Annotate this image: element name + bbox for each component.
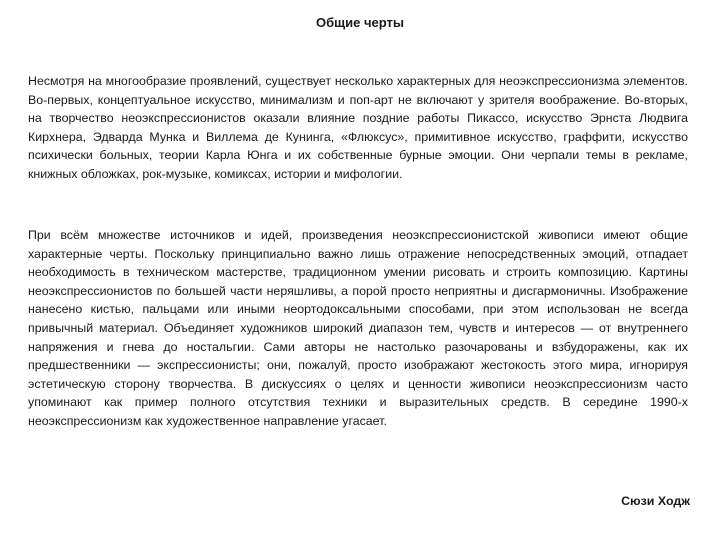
page-title: Общие черты	[316, 15, 404, 30]
paragraph-2: При всём множестве источников и идей, произведения неоэкспрессионистской живописи имеют общие характерные черты. Поскольку принципиально важно лишь отражение непосредственных эмоций, отпадает необходимость в техническом мастерстве, традиционном умении рисовать и строить композицию. Картины неоэкспрессионистов по большей части неряшливы, а порой просто неприятны и дисгармоничны. Изображение нанесено кистью, пальцами или иными неортодоксальными способами, при этом использован не всегда привычный материал. Объединяет художников широкий диапазон тем, чувств и интересов — от внутреннего напряжения и гнева до ностальгии. Сами авторы не настолько разочарованы и взбудоражены, как их предшественники — экспрессионисты; они, пожалуй, просто изображают жестокость этого мира, игнорируя эстетическую сторону творчества. В дискуссиях о целях и ценности живописи неоэкспрессионизм часто упоминают как пример полного отсутствия техники и выразительных средств. В середине 1990-х неоэкспрессионизм как художественное направление угасает.	[28, 228, 688, 428]
author-signature: Сюзи Ходж	[621, 494, 690, 508]
paragraph-1: Несмотря на многообразие проявлений, существует несколько характерных для неоэкспрессионизма элементов. Во-первых, концептуальное искусство, минимализм и поп-арт не включают у зрителя воображение. Во-вторых, на творчество неоэкспрессионистов оказали влияние поздние работы Пикассо, искусство Эрнста Людвига Кирхнера, Эдварда Мунка и Виллема де Кунинга, «Флюксус», примитивное искусство, граффити, искусство психически больных, теории Карла Юнга и их собственные бурные эмоции. Они черпали темы в рекламе, книжных обложках, рок-музыке, комиксах, истории и мифологии.	[28, 74, 688, 181]
